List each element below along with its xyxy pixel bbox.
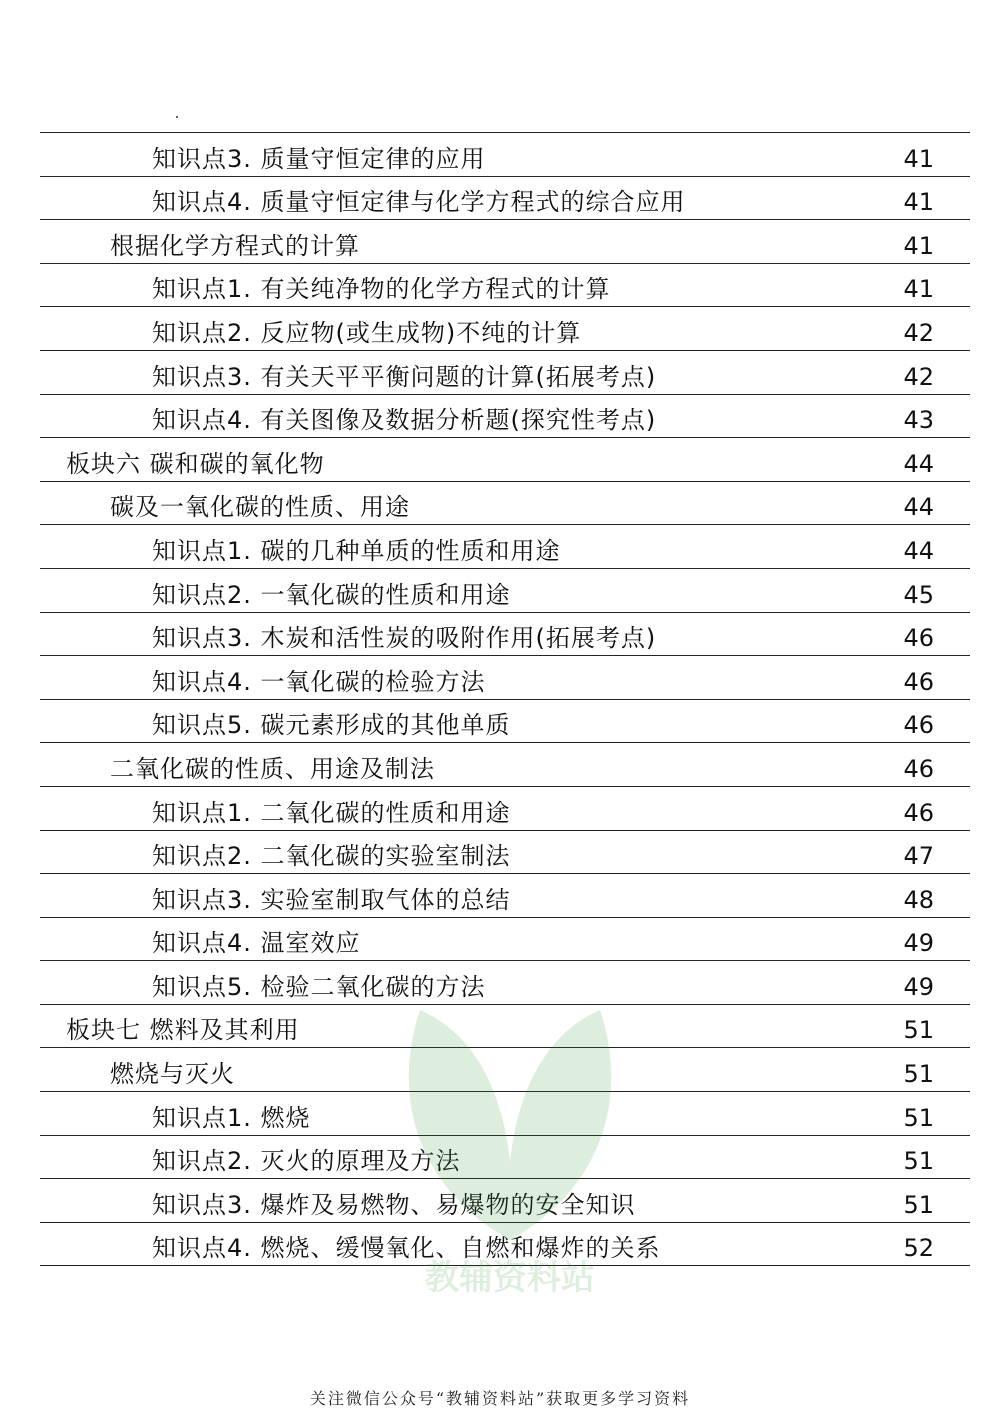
watermark-text: 教辅资料站 bbox=[425, 1258, 595, 1298]
toc-chapter-title: 二氧化碳的性质、用途及制法 bbox=[110, 754, 435, 783]
toc-knowledge-point: 知识点3. 有关天平平衡问题的计算(拓展考点) bbox=[152, 362, 657, 391]
toc-page-number: 44 bbox=[903, 493, 934, 522]
toc-knowledge-point: 知识点1. 碳的几种单质的性质和用途 bbox=[152, 536, 561, 565]
toc-knowledge-point: 知识点2. 灭火的原理及方法 bbox=[152, 1147, 461, 1176]
toc-page-number: 42 bbox=[903, 318, 934, 347]
toc-knowledge-point: 知识点5. 碳元素形成的其他单质 bbox=[152, 711, 511, 740]
toc-page-number: 42 bbox=[903, 362, 934, 391]
toc-row bbox=[0, 264, 1000, 308]
toc-row bbox=[0, 438, 1000, 482]
toc-row bbox=[0, 613, 1000, 657]
toc-page-number: 51 bbox=[903, 1103, 934, 1132]
toc-knowledge-point: 知识点4. 质量守恒定律与化学方程式的综合应用 bbox=[152, 188, 686, 217]
toc-row bbox=[0, 525, 1000, 569]
toc-page-number: 44 bbox=[903, 536, 934, 565]
toc-chapter-title: 燃烧与灭火 bbox=[110, 1060, 235, 1089]
toc-row bbox=[0, 874, 1000, 918]
toc-row bbox=[0, 831, 1000, 875]
toc-page-number: 49 bbox=[903, 929, 934, 958]
toc-knowledge-point: 知识点3. 实验室制取气体的总结 bbox=[152, 885, 511, 914]
watermark bbox=[360, 990, 660, 1310]
toc-page-number: 52 bbox=[903, 1234, 934, 1263]
toc-page-number: 46 bbox=[903, 754, 934, 783]
toc-knowledge-point: 知识点3. 木炭和活性炭的吸附作用(拓展考点) bbox=[152, 624, 657, 653]
toc-knowledge-point: 知识点1. 有关纯净物的化学方程式的计算 bbox=[152, 275, 611, 304]
toc-row bbox=[0, 395, 1000, 439]
toc-page-number: 41 bbox=[903, 188, 934, 217]
toc-page-number: 41 bbox=[903, 231, 934, 260]
toc-row bbox=[0, 656, 1000, 700]
toc-page-number: 43 bbox=[903, 406, 934, 435]
toc-knowledge-point: 知识点4. 有关图像及数据分析题(探究性考点) bbox=[152, 406, 657, 435]
toc-page-number: 47 bbox=[903, 842, 934, 871]
paper-speck bbox=[176, 116, 178, 118]
footer-note: 关注微信公众号“教辅资料站”获取更多学习资料 bbox=[309, 1389, 691, 1408]
toc-page-number: 46 bbox=[903, 711, 934, 740]
toc-row bbox=[0, 307, 1000, 351]
toc-section-title: 板块七 燃料及其利用 bbox=[66, 1016, 300, 1045]
toc-row bbox=[0, 482, 1000, 526]
toc-page-number: 45 bbox=[903, 580, 934, 609]
toc-page-number: 44 bbox=[903, 449, 934, 478]
toc-knowledge-point: 知识点2. 反应物(或生成物)不纯的计算 bbox=[152, 318, 582, 347]
toc-row bbox=[0, 351, 1000, 395]
toc-page-number: 51 bbox=[903, 1147, 934, 1176]
toc-knowledge-point: 知识点3. 爆炸及易燃物、易爆物的安全知识 bbox=[152, 1190, 636, 1219]
toc-chapter-title: 根据化学方程式的计算 bbox=[110, 231, 360, 260]
toc-page-number: 51 bbox=[903, 1190, 934, 1219]
toc-page-number: 51 bbox=[903, 1060, 934, 1089]
toc-row bbox=[0, 133, 1000, 177]
toc-page-number: 46 bbox=[903, 624, 934, 653]
toc-section-title: 板块六 碳和碳的氧化物 bbox=[66, 449, 325, 478]
toc-row bbox=[0, 177, 1000, 221]
toc-page-number: 46 bbox=[903, 798, 934, 827]
toc-row bbox=[0, 743, 1000, 787]
toc-page-number: 46 bbox=[903, 667, 934, 696]
toc-knowledge-point: 知识点4. 燃烧、缓慢氧化、自燃和爆炸的关系 bbox=[152, 1234, 661, 1263]
toc-knowledge-point: 知识点2. 二氧化碳的实验室制法 bbox=[152, 842, 511, 871]
toc-row bbox=[0, 918, 1000, 962]
toc-row bbox=[0, 220, 1000, 264]
toc-knowledge-point: 知识点2. 一氧化碳的性质和用途 bbox=[152, 580, 511, 609]
toc-knowledge-point: 知识点3. 质量守恒定律的应用 bbox=[152, 144, 486, 173]
toc-knowledge-point: 知识点1. 燃烧 bbox=[152, 1103, 311, 1132]
leaf-logo-icon bbox=[360, 990, 660, 1250]
toc-page-number: 49 bbox=[903, 972, 934, 1001]
toc-page-number: 48 bbox=[903, 885, 934, 914]
toc-row bbox=[0, 569, 1000, 613]
toc-row bbox=[0, 787, 1000, 831]
toc-knowledge-point: 知识点5. 检验二氧化碳的方法 bbox=[152, 972, 486, 1001]
toc-page-number: 41 bbox=[903, 144, 934, 173]
toc-page-number: 51 bbox=[903, 1016, 934, 1045]
toc-knowledge-point: 知识点4. 一氧化碳的检验方法 bbox=[152, 667, 486, 696]
toc-chapter-title: 碳及一氧化碳的性质、用途 bbox=[110, 493, 410, 522]
toc-row bbox=[0, 700, 1000, 744]
toc-knowledge-point: 知识点1. 二氧化碳的性质和用途 bbox=[152, 798, 511, 827]
toc-knowledge-point: 知识点4. 温室效应 bbox=[152, 929, 361, 958]
toc-page-number: 41 bbox=[903, 275, 934, 304]
